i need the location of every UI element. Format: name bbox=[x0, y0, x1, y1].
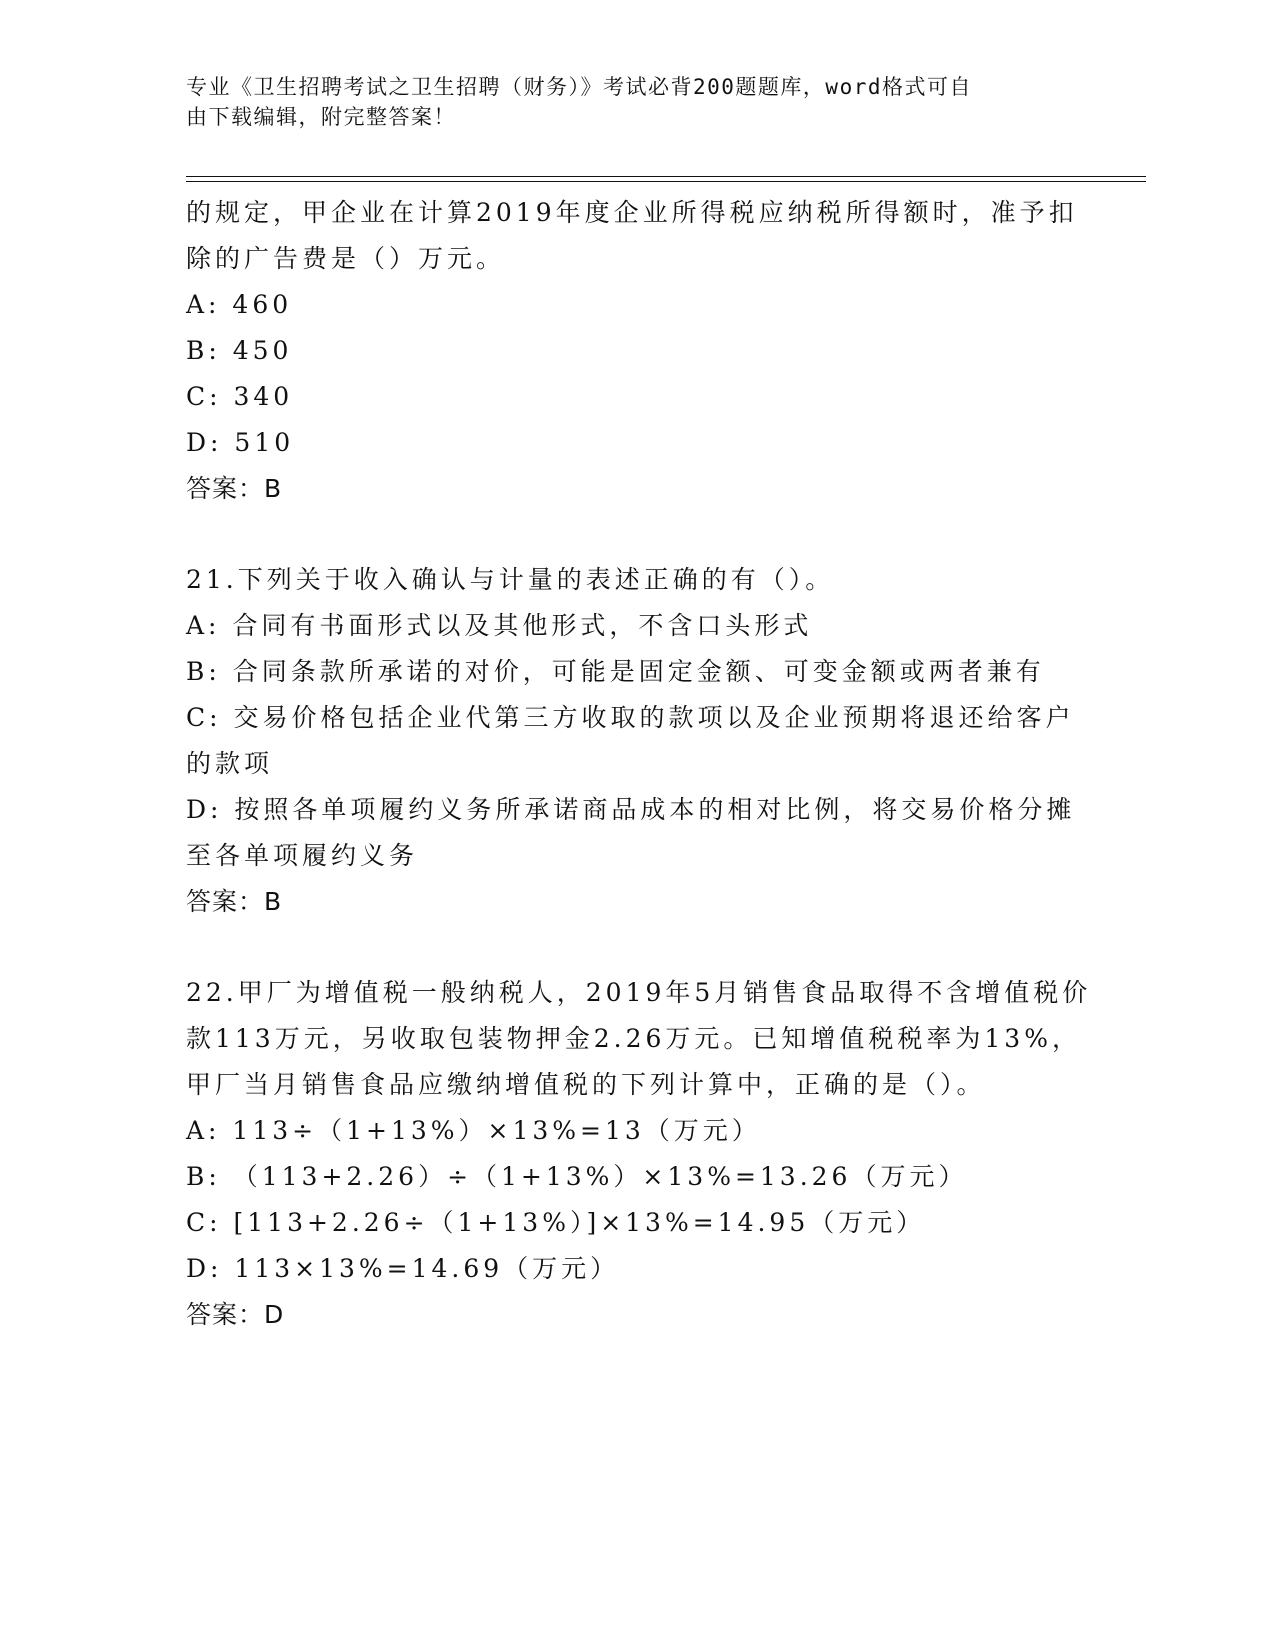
question-22 bbox=[186, 970, 1092, 1338]
header-line-1: 专业《卫生招聘考试之卫生招聘（财务）》考试必背200题题库，word格式可自 bbox=[186, 75, 972, 99]
question-stem: 21.下列关于收入确认与计量的表述正确的有（）。 bbox=[186, 565, 835, 594]
option-d-continued: 至各单项履约义务 bbox=[186, 841, 419, 870]
document-body bbox=[186, 190, 1092, 1338]
answer: 答案：B bbox=[186, 887, 283, 916]
question-stem: 款113万元，另收取包装物押金2.26万元。已知增值税税率为13%， bbox=[186, 1024, 1081, 1053]
option-d: D: 510 bbox=[186, 428, 295, 457]
question-20 bbox=[186, 190, 1086, 512]
spacer bbox=[186, 925, 1086, 970]
option-a: A: 合同有书面形式以及其他形式，不含口头形式 bbox=[186, 611, 813, 640]
document-header bbox=[186, 72, 1086, 132]
question-stem: 甲厂当月销售食品应缴纳增值税的下列计算中，正确的是（）。 bbox=[186, 1070, 986, 1099]
option-d: D: 按照各单项履约义务所承诺商品成本的相对比例，将交易价格分摊 bbox=[186, 795, 1076, 824]
option-a: A: 460 bbox=[186, 290, 293, 319]
option-b: B: 合同条款所承诺的对价，可能是固定金额、可变金额或两者兼有 bbox=[186, 657, 1045, 686]
header-line-2: 由下载编辑，附完整答案！ bbox=[186, 105, 456, 129]
header-divider-bottom bbox=[186, 181, 1146, 182]
option-b: B: 450 bbox=[186, 336, 293, 365]
option-b: B: （113+2.26）÷（1+13%）×13%=13.26（万元） bbox=[186, 1162, 968, 1191]
option-d: D: 113×13%=14.69（万元） bbox=[186, 1254, 620, 1283]
option-a: A: 113÷（1+13%）×13%=13（万元） bbox=[186, 1116, 761, 1145]
option-c: C: [113+2.26÷（1+13%）]×13%=14.95（万元） bbox=[186, 1208, 926, 1237]
question-stem: 的规定，甲企业在计算2019年度企业所得税应纳税所得额时，准予扣 bbox=[186, 198, 1078, 227]
question-stem: 除的广告费是（）万元。 bbox=[186, 244, 506, 273]
option-c: C: 340 bbox=[186, 382, 294, 411]
spacer bbox=[186, 512, 1086, 557]
header-divider-top bbox=[186, 176, 1146, 177]
question-21 bbox=[186, 557, 1086, 925]
option-c: C: 交易价格包括企业代第三方收取的款项以及企业预期将退还给客户 bbox=[186, 703, 1075, 732]
option-c-continued: 的款项 bbox=[186, 749, 274, 778]
question-stem: 22.甲厂为增值税一般纳税人，2019年5月销售食品取得不含增值税价 bbox=[186, 978, 1092, 1007]
answer: 答案：D bbox=[186, 1300, 285, 1329]
answer: 答案：B bbox=[186, 474, 283, 503]
